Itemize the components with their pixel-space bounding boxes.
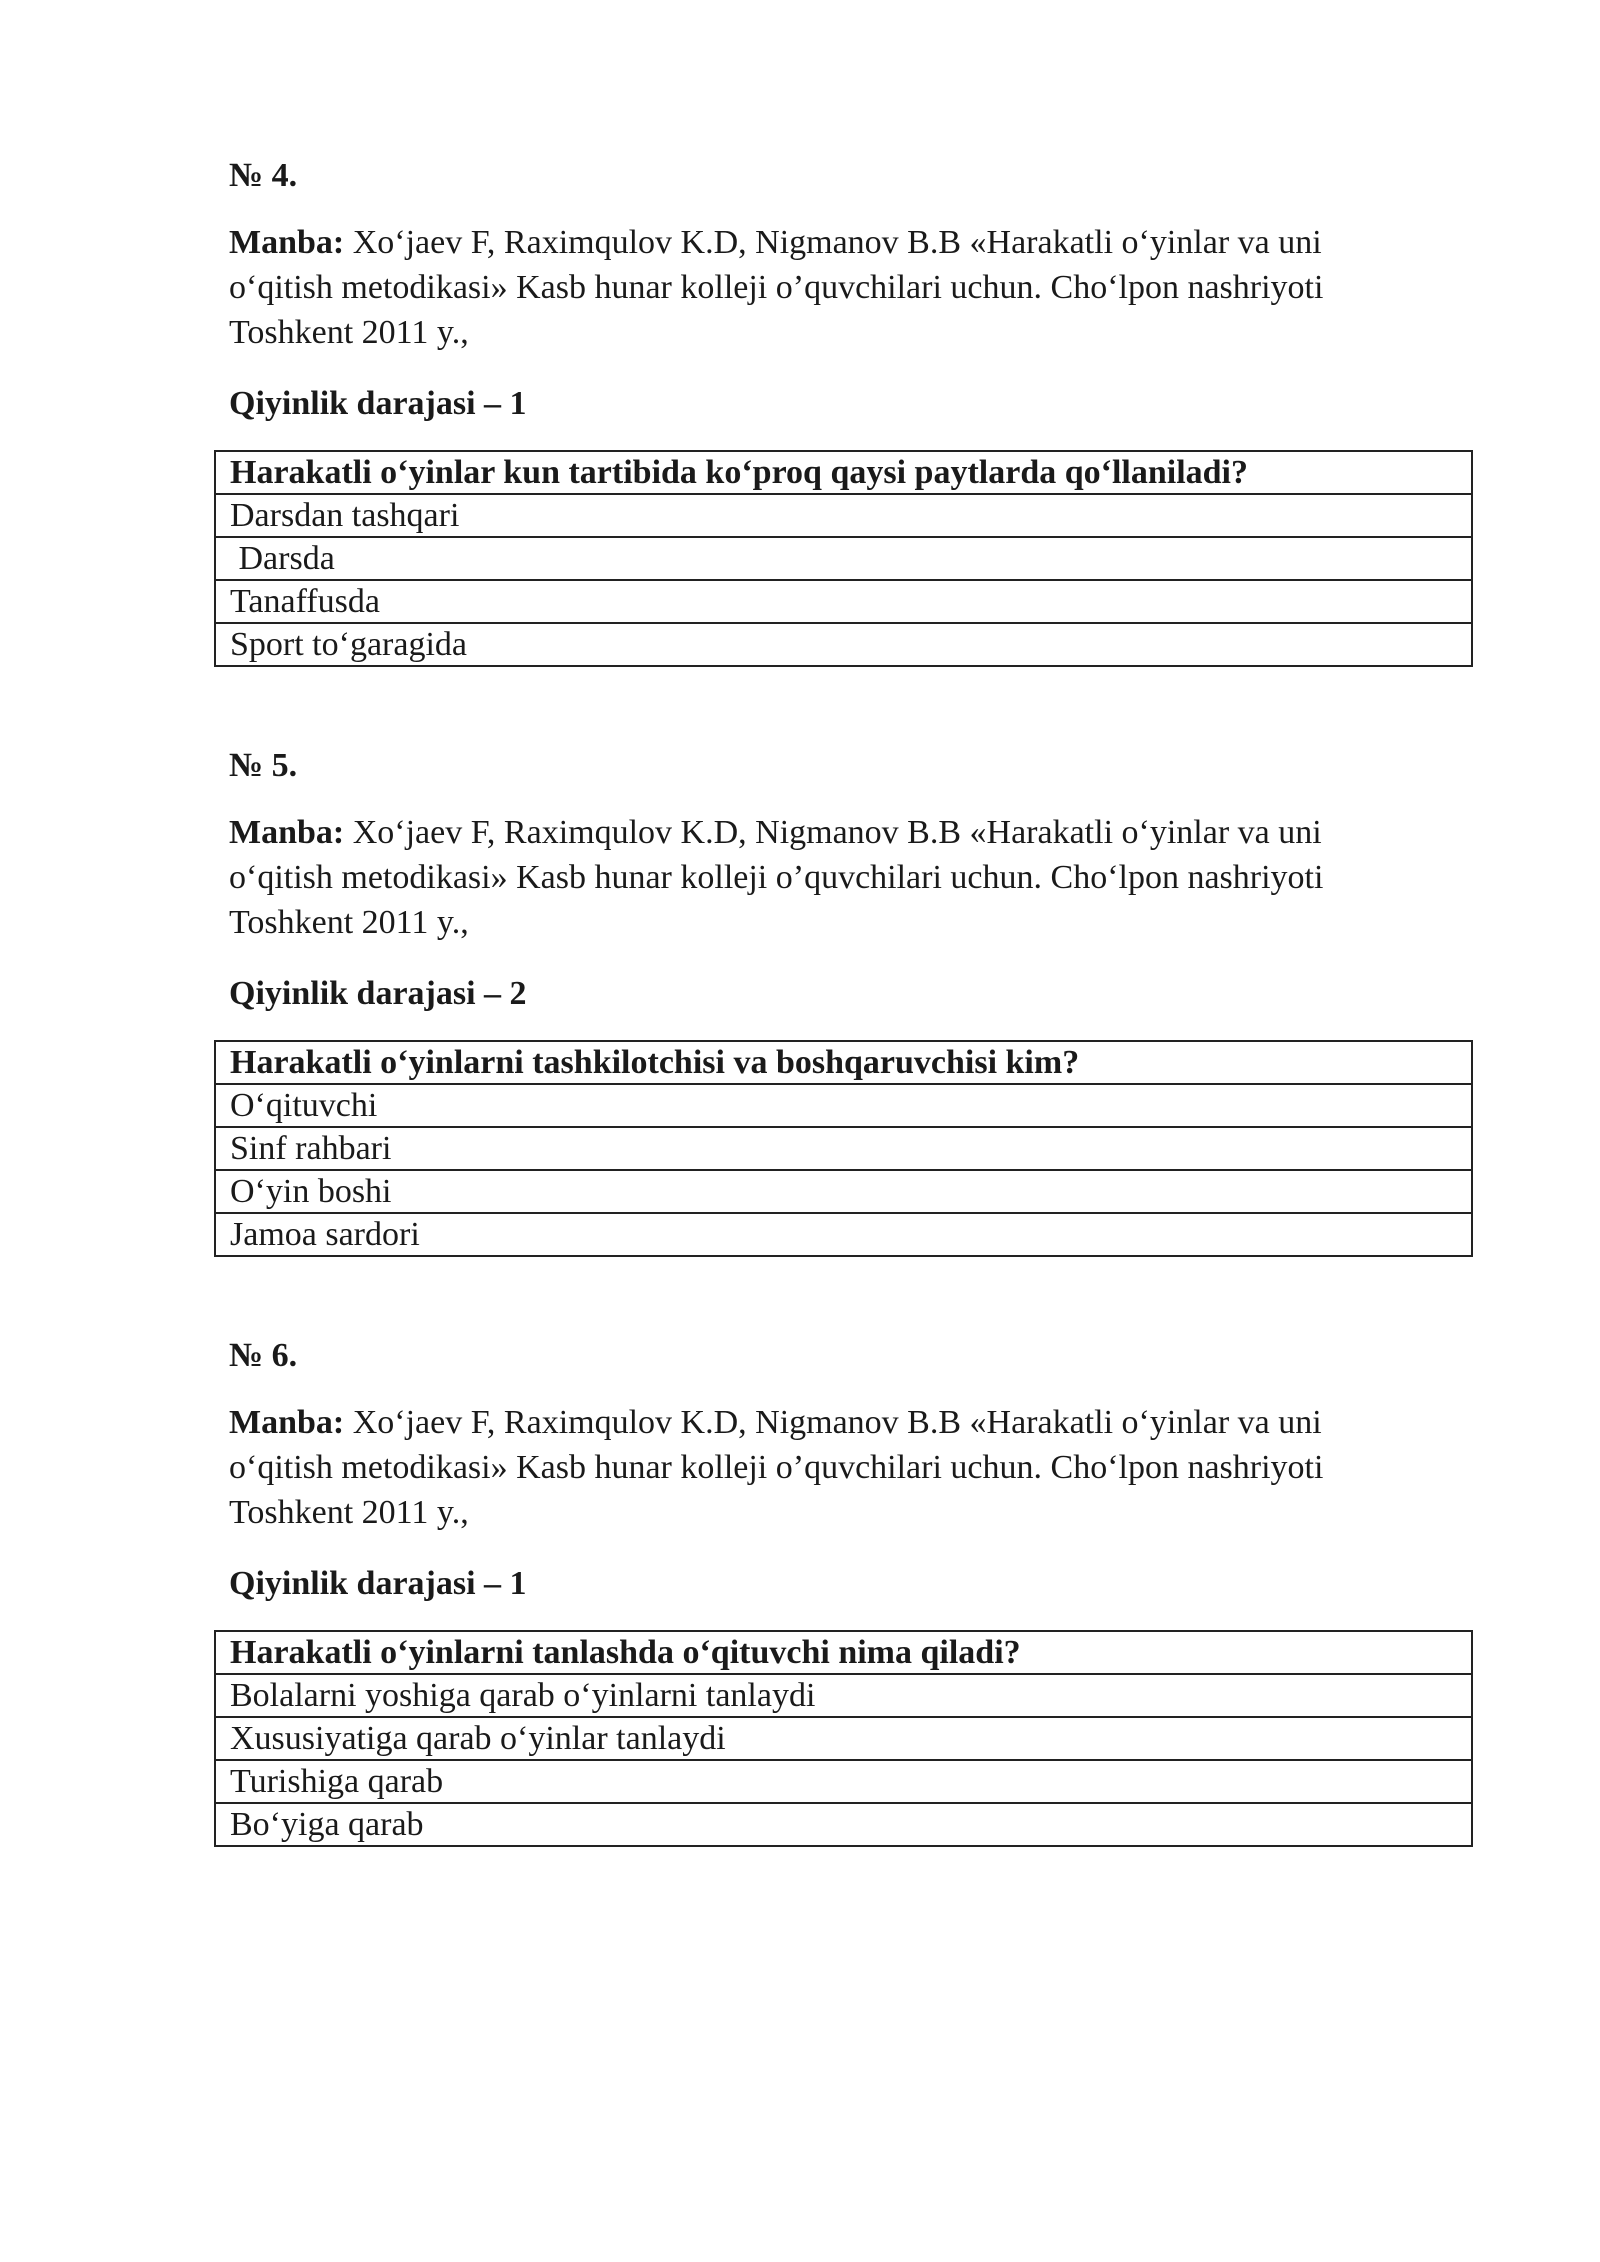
answer-row [215,1213,1472,1256]
answer-option: O‘qituvchi [215,1084,1472,1127]
question-text: Harakatli o‘yinlar kun tartibida ko‘proq qaysi paytlarda qo‘llaniladi? [215,451,1472,494]
answer-option: Jamoa sardori [215,1213,1472,1256]
source-line: Toshkent 2011 y., [229,314,469,351]
answer-row [215,1127,1472,1170]
answer-option: Xususiyatiga qarab o‘yinlar tanlaydi [215,1717,1472,1760]
answer-option: Sinf rahbari [215,1127,1472,1170]
source-line: o‘qitish metodikasi» Kasb hunar kolleji o’quvchilari uchun. Cho‘lpon nashriyoti [229,859,1324,896]
answer-row [215,623,1472,666]
source-line: o‘qitish metodikasi» Kasb hunar kolleji o’quvchilari uchun. Cho‘lpon nashriyoti [229,1449,1324,1486]
answer-option: Bolalarni yoshiga qarab o‘yinlarni tanlaydi [215,1674,1472,1717]
answer-row [215,1803,1472,1846]
source-line: o‘qitish metodikasi» Kasb hunar kolleji o’quvchilari uchun. Cho‘lpon nashriyoti [229,269,1324,306]
answer-option: Turishiga qarab [215,1760,1472,1803]
answer-row [215,494,1472,537]
answer-row [215,1717,1472,1760]
answer-option: Sport to‘garagida [215,623,1472,666]
source-citation [229,810,1479,945]
question-table [214,450,1473,667]
answer-option: Darsda [215,537,1472,580]
answer-row [215,580,1472,623]
answer-row [215,1084,1472,1127]
answer-row [215,1760,1472,1803]
source-line: Toshkent 2011 y., [229,1494,469,1531]
question-row [215,1631,1472,1674]
answer-row [215,537,1472,580]
answer-option: O‘yin boshi [215,1170,1472,1213]
question-text: Harakatli o‘yinlarni tanlashda o‘qituvchi nima qiladi? [215,1631,1472,1674]
answer-row [215,1170,1472,1213]
source-line: Toshkent 2011 y., [229,904,469,941]
question-text: Harakatli o‘yinlarni tashkilotchisi va boshqaruvchisi kim? [215,1041,1472,1084]
source-line: Xo‘jaev F, Raximqulov K.D, Nigmanov B.B «Harakatli o‘yinlar va uni [344,1404,1322,1441]
question-row [215,451,1472,494]
question-row [215,1041,1472,1084]
difficulty-level: Qiyinlik darajasi – 2 [229,975,527,1012]
difficulty-level: Qiyinlik darajasi – 1 [229,1565,527,1602]
source-label: Manba: [229,814,345,851]
item-number: № 6. [229,1337,298,1374]
source-line: Xo‘jaev F, Raximqulov K.D, Nigmanov B.B «Harakatli o‘yinlar va uni [344,814,1322,851]
answer-option: Tanaffusda [215,580,1472,623]
difficulty-level: Qiyinlik darajasi – 1 [229,385,527,422]
source-citation [229,220,1479,355]
source-label: Manba: [229,224,345,261]
answer-option: Bo‘yiga qarab [215,1803,1472,1846]
answer-option: Darsdan tashqari [215,494,1472,537]
question-table [214,1630,1473,1847]
question-table [214,1040,1473,1257]
source-citation [229,1400,1479,1535]
item-number: № 5. [229,747,298,784]
source-label: Manba: [229,1404,345,1441]
source-line: Xo‘jaev F, Raximqulov K.D, Nigmanov B.B «Harakatli o‘yinlar va uni [344,224,1322,261]
answer-row [215,1674,1472,1717]
item-number: № 4. [229,157,298,194]
